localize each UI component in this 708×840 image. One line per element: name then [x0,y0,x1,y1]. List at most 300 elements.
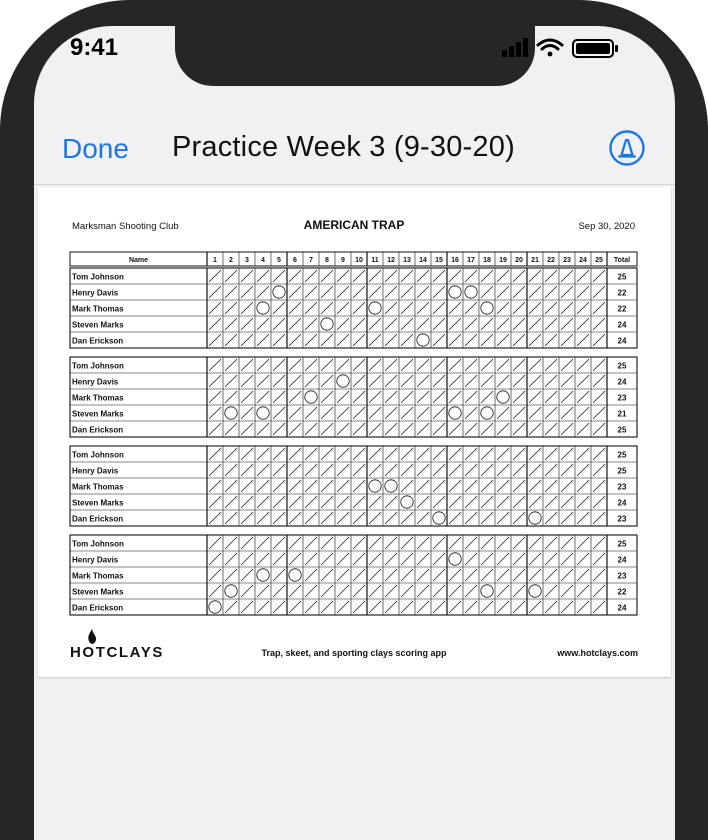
hit-slash [241,375,253,387]
hit-slash [289,448,301,460]
header-station: 6 [293,257,297,264]
hit-slash [513,448,525,460]
hit-slash [257,553,269,565]
hit-slash [497,585,509,597]
row-total: 23 [617,482,627,492]
header-total: Total [613,257,631,264]
hit-slash [289,375,301,387]
hit-slash [241,512,253,524]
hit-slash [289,496,301,508]
hit-slash [257,423,269,435]
hit-slash [561,585,573,597]
hit-slash [385,448,397,460]
hit-slash [593,359,605,371]
miss-circle [337,375,349,387]
hit-slash [353,480,365,492]
hit-slash [577,480,589,492]
hit-slash [529,601,541,613]
hit-slash [353,286,365,298]
hit-slash [513,359,525,371]
hit-slash [561,448,573,460]
hit-slash [273,302,285,314]
hit-slash [529,407,541,419]
hit-slash [257,318,269,330]
hit-slash [417,286,429,298]
hit-slash [257,334,269,346]
flame-icon [88,629,96,644]
hit-slash [401,359,413,371]
hit-slash [209,391,221,403]
hit-slash [577,601,589,613]
hit-slash [433,448,445,460]
hit-slash [225,423,237,435]
hit-slash [305,423,317,435]
hit-slash [481,391,493,403]
hit-slash [497,537,509,549]
hit-slash [273,585,285,597]
hit-slash [593,334,605,346]
miss-circle [257,569,269,581]
hit-slash [305,480,317,492]
hit-slash [465,407,477,419]
hit-slash [337,537,349,549]
hit-slash [321,270,333,282]
row-total: 25 [617,361,627,371]
hit-slash [257,496,269,508]
hit-slash [337,601,349,613]
row-total: 23 [617,514,627,524]
score-grid [70,252,637,644]
hit-slash [305,318,317,330]
hit-slash [369,448,381,460]
header-station: 14 [419,257,427,264]
hit-slash [481,448,493,460]
hit-slash [289,302,301,314]
hit-slash [321,334,333,346]
hit-slash [209,359,221,371]
hit-slash [273,464,285,476]
hit-slash [385,553,397,565]
hit-slash [417,464,429,476]
hit-slash [497,270,509,282]
hit-slash [465,375,477,387]
header-station: 20 [515,257,523,264]
event-title: AMERICAN TRAP [303,218,405,232]
miss-circle [257,407,269,419]
shooter-name: Tom Johnson [72,272,124,282]
hit-slash [337,334,349,346]
hit-slash [401,391,413,403]
shooter-name: Dan Erickson [72,514,124,524]
hit-slash [417,318,429,330]
hit-slash [433,537,445,549]
hit-slash [209,537,221,549]
hit-slash [577,302,589,314]
hit-slash [497,286,509,298]
hit-slash [497,423,509,435]
hit-slash [529,334,541,346]
hit-slash [353,537,365,549]
hit-slash [369,286,381,298]
hit-slash [241,334,253,346]
hit-slash [353,569,365,581]
hit-slash [337,553,349,565]
hit-slash [337,407,349,419]
hit-slash [369,585,381,597]
hit-slash [353,423,365,435]
row-total: 22 [617,304,627,314]
hit-slash [593,391,605,403]
hit-slash [289,407,301,419]
status-time: 9:41 [69,34,119,61]
shooter-name: Henry Davis [72,288,119,298]
hit-slash [241,359,253,371]
done-button[interactable]: Done [62,133,129,164]
hit-slash [577,334,589,346]
hit-slash [209,512,221,524]
hit-slash [273,448,285,460]
hit-slash [321,407,333,419]
document-title: Practice Week 3 (9-30-20) [172,131,515,163]
hit-slash [225,601,237,613]
footer-url: www.hotclays.com [557,648,638,658]
hit-slash [561,464,573,476]
hit-slash [241,569,253,581]
shooter-name: Henry Davis [72,377,119,387]
hit-slash [481,375,493,387]
miss-circle [305,391,317,403]
shooter-name: Dan Erickson [72,425,124,435]
hit-slash [305,334,317,346]
hit-slash [209,423,221,435]
header-station: 23 [563,257,571,264]
hit-slash [545,318,557,330]
hit-slash [305,359,317,371]
hit-slash [289,464,301,476]
row-total: 23 [617,393,627,403]
hit-slash [433,496,445,508]
hit-slash [433,585,445,597]
hit-slash [529,448,541,460]
hit-slash [385,537,397,549]
miss-circle [449,286,461,298]
header-station: 2 [229,257,233,264]
hit-slash [273,496,285,508]
hit-slash [545,601,557,613]
hit-slash [241,585,253,597]
hit-slash [257,464,269,476]
shooter-name: Tom Johnson [72,539,124,549]
hit-slash [513,302,525,314]
hit-slash [417,407,429,419]
hit-slash [561,334,573,346]
header-station: 11 [371,257,379,264]
hit-slash [497,496,509,508]
hit-slash [353,601,365,613]
hit-slash [273,569,285,581]
hit-slash [289,512,301,524]
hit-slash [593,302,605,314]
hit-slash [225,512,237,524]
hit-slash [241,553,253,565]
hit-slash [545,480,557,492]
hit-slash [369,569,381,581]
hit-slash [257,480,269,492]
hit-slash [545,302,557,314]
hit-slash [353,512,365,524]
hit-slash [321,359,333,371]
hit-slash [513,496,525,508]
hit-slash [449,496,461,508]
hit-slash [289,537,301,549]
hit-slash [449,375,461,387]
hit-slash [225,302,237,314]
hit-slash [545,585,557,597]
hit-slash [433,286,445,298]
hit-slash [529,423,541,435]
hit-slash [529,302,541,314]
hit-slash [289,553,301,565]
hit-slash [273,480,285,492]
hit-slash [241,496,253,508]
hit-slash [593,270,605,282]
hit-slash [321,512,333,524]
hit-slash [433,391,445,403]
shooter-name: Mark Thomas [72,304,124,314]
hit-slash [369,496,381,508]
hit-slash [593,375,605,387]
hit-slash [545,391,557,403]
hit-slash [497,302,509,314]
hit-slash [449,448,461,460]
header-station: 21 [531,257,539,264]
hit-slash [401,334,413,346]
hit-slash [497,480,509,492]
hit-slash [305,270,317,282]
hit-slash [289,585,301,597]
hit-slash [529,464,541,476]
hit-slash [433,359,445,371]
squad-block [70,535,637,615]
hit-slash [305,407,317,419]
hit-slash [225,318,237,330]
hit-slash [481,318,493,330]
hit-slash [305,537,317,549]
hit-slash [385,359,397,371]
hit-slash [593,496,605,508]
miss-circle [369,302,381,314]
hit-slash [369,512,381,524]
hit-slash [321,569,333,581]
hit-slash [449,359,461,371]
hit-slash [385,375,397,387]
hit-slash [385,318,397,330]
hit-slash [433,480,445,492]
hit-slash [241,601,253,613]
hit-slash [545,512,557,524]
hit-slash [321,601,333,613]
row-total: 22 [617,587,627,597]
hit-slash [353,302,365,314]
miss-circle [401,496,413,508]
hit-slash [465,359,477,371]
squad-block [70,357,637,437]
hit-slash [433,318,445,330]
miss-circle [449,407,461,419]
hit-slash [257,391,269,403]
hit-slash [449,391,461,403]
hit-slash [209,318,221,330]
header-station: 5 [277,257,281,264]
row-total: 22 [617,288,627,298]
hit-slash [513,553,525,565]
hit-slash [401,601,413,613]
hit-slash [401,448,413,460]
hit-slash [273,512,285,524]
hit-slash [369,423,381,435]
shooter-name: Mark Thomas [72,571,124,581]
hit-slash [225,553,237,565]
hit-slash [465,334,477,346]
hit-slash [241,391,253,403]
hit-slash [465,423,477,435]
miss-circle [225,585,237,597]
hit-slash [449,464,461,476]
hit-slash [417,585,429,597]
miss-circle [321,318,333,330]
miss-circle [481,407,493,419]
shooter-name: Dan Erickson [72,336,124,346]
hit-slash [273,334,285,346]
header-station: 17 [467,257,475,264]
hit-slash [593,553,605,565]
hit-slash [449,537,461,549]
hit-slash [513,286,525,298]
hit-slash [225,537,237,549]
hit-slash [577,448,589,460]
hit-slash [321,553,333,565]
hit-slash [481,286,493,298]
hit-slash [305,448,317,460]
shooter-name: Steven Marks [72,409,124,419]
hit-slash [369,318,381,330]
hit-slash [369,601,381,613]
device-notch [175,26,535,86]
hit-slash [289,318,301,330]
hit-slash [353,318,365,330]
hit-slash [465,496,477,508]
hit-slash [561,569,573,581]
hit-slash [513,537,525,549]
hit-slash [593,286,605,298]
hit-slash [385,407,397,419]
hit-slash [257,270,269,282]
hit-slash [513,585,525,597]
markup-button[interactable] [608,129,646,167]
hit-slash [497,318,509,330]
hit-slash [577,585,589,597]
hit-slash [241,480,253,492]
hit-slash [209,496,221,508]
hit-slash [257,375,269,387]
navigation-bar [34,125,675,185]
hit-slash [593,423,605,435]
header-station: 7 [309,257,313,264]
hit-slash [545,359,557,371]
hit-slash [577,270,589,282]
hit-slash [337,496,349,508]
hit-slash [465,569,477,581]
hit-slash [241,407,253,419]
hit-slash [481,496,493,508]
hit-slash [433,569,445,581]
hit-slash [529,496,541,508]
hit-slash [257,585,269,597]
hit-slash [561,423,573,435]
hit-slash [305,302,317,314]
hit-slash [497,569,509,581]
status-icons [502,36,622,60]
hit-slash [497,448,509,460]
hit-slash [497,464,509,476]
hit-slash [225,359,237,371]
hit-slash [241,537,253,549]
hit-slash [449,601,461,613]
hit-slash [593,601,605,613]
hit-slash [593,464,605,476]
hit-slash [417,270,429,282]
hit-slash [513,601,525,613]
hit-slash [305,286,317,298]
hit-slash [529,553,541,565]
header-station: 22 [547,257,555,264]
hit-slash [545,423,557,435]
header-station: 8 [325,257,329,264]
header-station: 1 [213,257,217,264]
hit-slash [577,512,589,524]
hit-slash [337,423,349,435]
hit-slash [449,569,461,581]
hit-slash [401,537,413,549]
hit-slash [321,302,333,314]
hit-slash [481,480,493,492]
hit-slash [337,270,349,282]
hit-slash [433,270,445,282]
hit-slash [497,359,509,371]
row-total: 25 [617,450,627,460]
hit-slash [353,464,365,476]
footer-tagline: Trap, skeet, and sporting clays scoring app [261,648,447,658]
hit-slash [513,423,525,435]
hit-slash [353,553,365,565]
hit-slash [401,375,413,387]
hit-slash [545,270,557,282]
header-station: 3 [245,257,249,264]
hit-slash [209,407,221,419]
header-station: 13 [403,257,411,264]
miss-circle [369,480,381,492]
hit-slash [417,302,429,314]
miss-circle [257,302,269,314]
hit-slash [465,585,477,597]
hit-slash [449,480,461,492]
hit-slash [577,407,589,419]
hit-slash [465,601,477,613]
hit-slash [401,407,413,419]
hit-slash [593,448,605,460]
hit-slash [337,480,349,492]
hit-slash [481,537,493,549]
